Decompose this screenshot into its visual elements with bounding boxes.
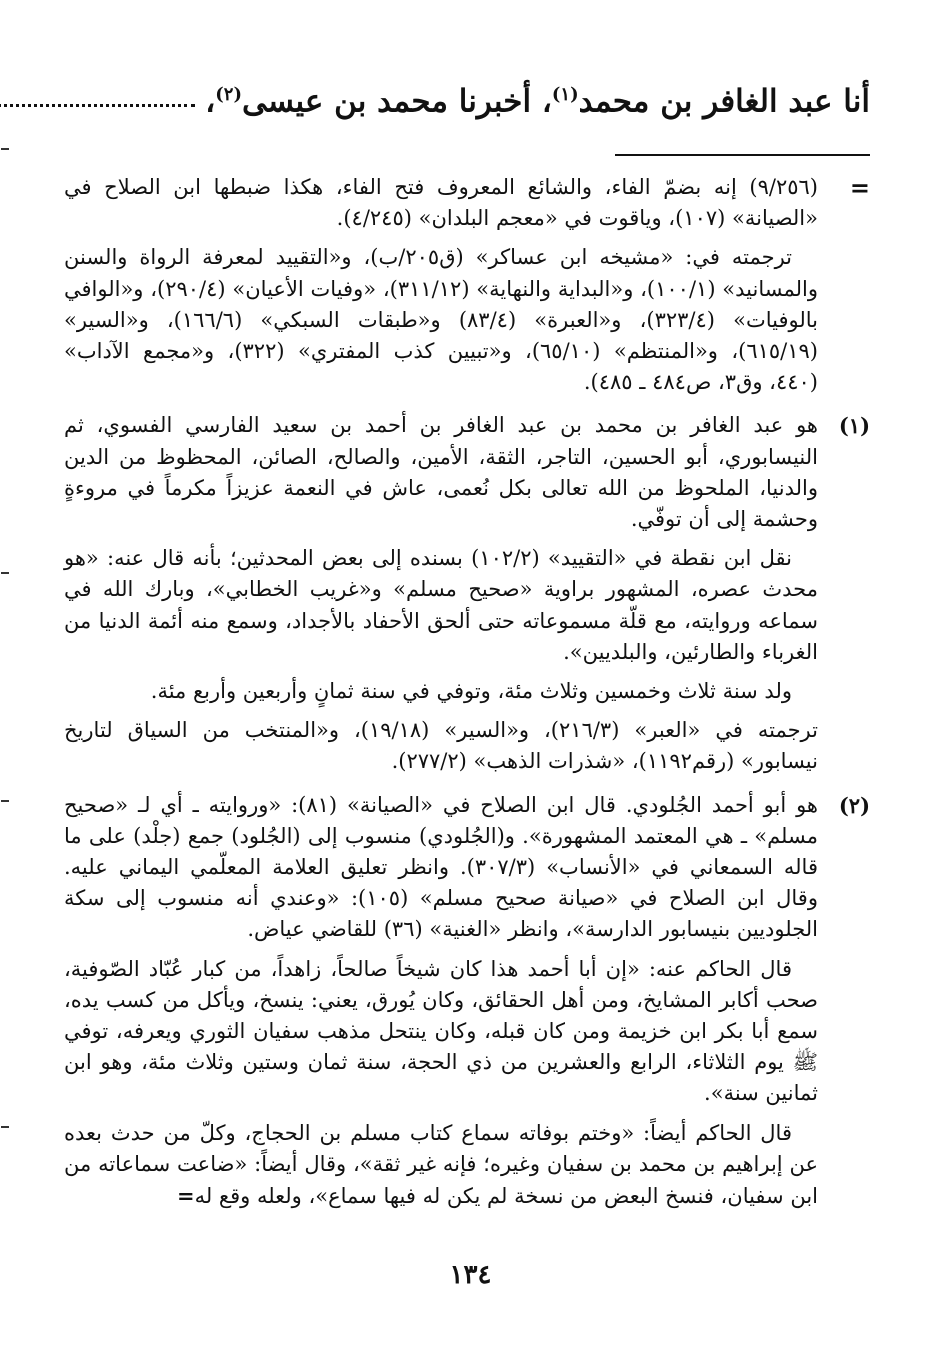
footnote-paragraph: هو أبو أحمد الجُلودي. قال ابن الصلاح في «الصيانة» (٨١): «وروايته ـ أي لـ «صحيح مسلم» ـ هي المعتمد المشهورة». و(الجُلودي) منسوب إلى (الجُلود) جمع (جلْد) على ما قاله السمعاني في «الأنساب» (٣٠٧/٣). وانظر تعليق العلامة المعلّمي اليماني عليه. وقال ابن الصلاح في «صيانة صحيح مسلم» (١٠٥): «وعندي أنه منسوب إلى سكة الجلوديين بنيسابور الدارسة»، وانظر «الغنية» (٣٦) للقاضي عياض. bbox=[65, 792, 819, 942]
footnote-paragraph: نقل ابن نقطة في «التقييد» (١٠٢/٢) بسنده إلى بعض المحدثين؛ بأنه قال عنه: «هو محدث عصره، المشهور براوية «صحيح مسلم» و«غريب الخطابي»، وبارك الله في سماعه وروايته، مع قلّة مسموعاته حتى ألحق الأحفاد بالأجداد، وسمع منه أئمة الدنيا من الغرباء والطارئين، والبلديين». bbox=[65, 546, 819, 664]
footnote-number: (٢) bbox=[839, 792, 871, 818]
footnote-text: قال الحاكم أيضاً: «وختم بوفاته سماع كتاب مسلم بن الحجاج، وكلّ من حدث بعده عن إبراهيم بن محمد بن سفيان وغيره؛ فإنه غير ثقة»، وقال أيضاً: «ضاعت سماعاته من ابن سفيان، فنسخ البعض من نسخة لم يكن له فيها سماع»، ولعله وقع له bbox=[65, 1120, 819, 1209]
footnote-1 bbox=[65, 410, 871, 777]
footnote-paragraph: ولد سنة ثلاث وخمسين وثلاث مئة، وتوفي في سنة ثمانٍ وأربعين وأربع مئة. bbox=[151, 679, 793, 704]
footnote-paragraph bbox=[65, 1118, 819, 1213]
footnote-paragraph: ترجمته في: «مشيخه ابن عساكر» (ق٢٠٥/ب)، و«التقييد لمعرفة الرواة والسنن والمسانيد» (١٠٠/١)، و«البداية والنهاية» (٣١١/١٢)، «وفيات الأعيان» (٢٩٠/٤)، و«الوافي بالوفيات» (٣٢٣/٤)، و«العبرة» (٨٣/٤) و«طبقات السبكي» (١٦٦/٦)، و«السير» (٦١٥/١٩)، و«المنتظم» (٦٥/١٠)، و«تبيين كذب المفتري» (٣٢٢)، و«مجمع الآداب» (٤٤٠، وق٣، ص٤٨٤ ـ ٤٨٥). bbox=[65, 245, 820, 395]
margin-mark bbox=[2, 800, 10, 802]
footnotes-section bbox=[65, 172, 871, 1224]
footnote-ref-2: (٢) bbox=[216, 84, 243, 105]
footnote-paragraph: ترجمته في «العبر» (٢١٦/٣)، و«السير» (١٩/١٨)، و«المنتخب من السياق لتاريخ نيسابور» (رقم١١٩٢)، «شذرات الذهب» (٢٧٧/٢). bbox=[65, 718, 819, 774]
margin-mark bbox=[2, 148, 10, 150]
main-text-part-2: ، أخبرنا محمد بن عيسى bbox=[242, 83, 553, 120]
main-text-line bbox=[91, 70, 871, 126]
margin-mark bbox=[2, 572, 10, 574]
dotted-ellipsis bbox=[0, 98, 196, 107]
footnote-number: (١) bbox=[839, 413, 871, 439]
margin-mark bbox=[2, 1126, 10, 1128]
footnote-paragraph: قال الحاكم عنه: «إن أبا أحمد هذا كان شيخاً صالحاً، زاهداً، من كبار عُبّاد الصّوفية، صحب أكابر المشايخ، ومن أهل الحقائق، وكان يُورق، يعني: ينسخ، ويأكل من كسب يده، سمع أبا بكر ابن خزيمة ومن كان قبله، وكان ينتحل مذهب سفيان الثوري ويعرفه، توفي ﷺ يوم الثلاثاء، الرابع والعشرين من ذي الحجة، سنة ثمان وستين وثلاث مئة، وهو ابن ثمانين سنة». bbox=[65, 956, 819, 1106]
continuation-mark: = bbox=[850, 173, 871, 202]
main-text-part-3: ، bbox=[206, 83, 217, 120]
footnote-separator-rule bbox=[616, 154, 871, 156]
page-number: ١٣٤ bbox=[450, 1260, 493, 1290]
footnote-2 bbox=[65, 790, 871, 1213]
footnote-paragraph: (٩/٢٥٦) إنه بضمّ الفاء، والشائع المعروف فتح الفاء، هكذا ضبطها ابن الصلاح في «الصيانة» (١٠٧)، وياقوت في «معجم البلدان» (٤/٢٤٥). bbox=[65, 175, 819, 231]
main-text-part-1: أنا عبد الغافر بن محمد bbox=[579, 83, 871, 120]
footnote-ref-1: (١) bbox=[552, 84, 580, 105]
continuation-mark: = bbox=[177, 1183, 196, 1209]
footnote-paragraph: هو عبد الغافر بن محمد بن عبد الغافر بن أحمد بن سعيد الفارسي الفسوي، ثم النيسابوري، أبو الحسين، التاجر، الثقة، الأمين، والصالح، الصائن، المحظوظ من الدين والدنيا، الملحوظ من الله تعالى بكل نُعمى، عاش في النعمة عزيزاً مكرماً في مروءةٍ وحشمة إلى أن توفّي. bbox=[65, 413, 819, 532]
footnote-continued bbox=[65, 172, 871, 398]
